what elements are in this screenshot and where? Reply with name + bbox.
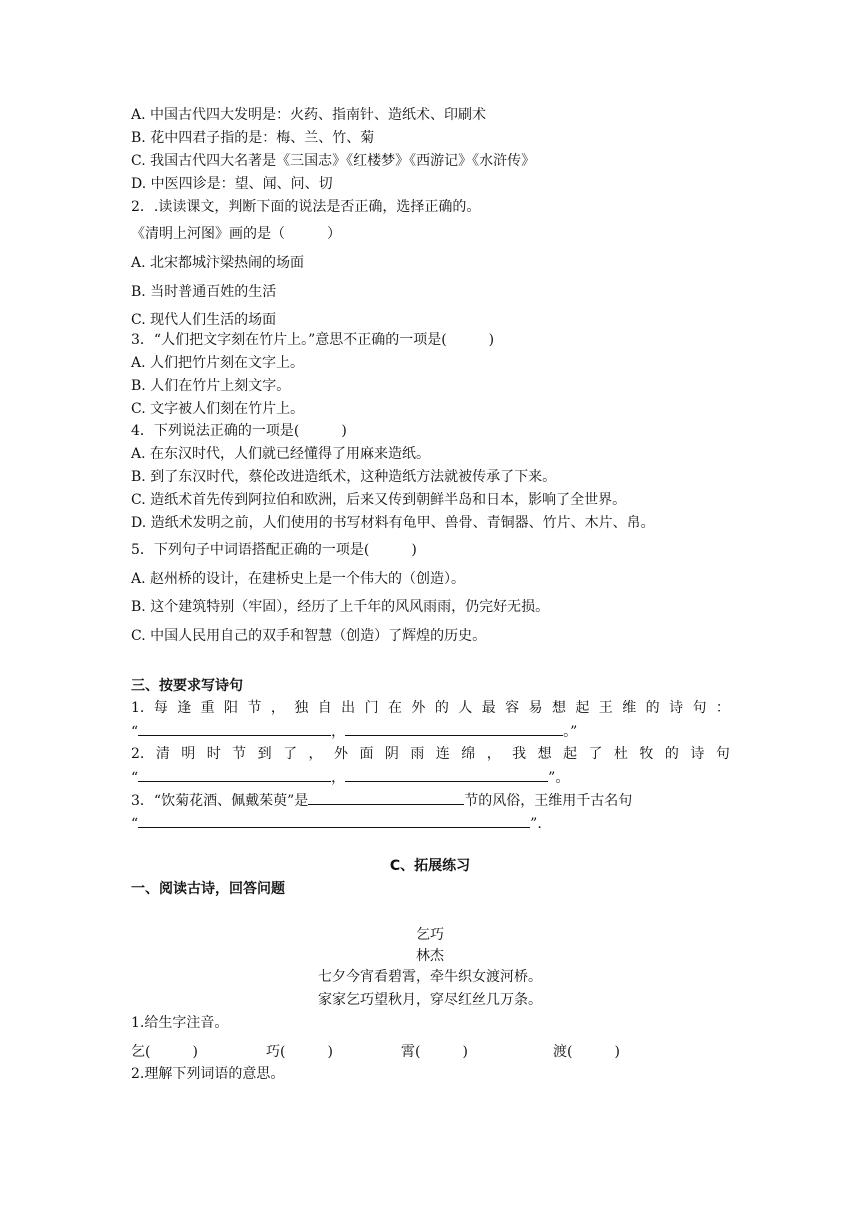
p1-char: 的 <box>434 700 449 716</box>
p1-char: 的 <box>645 700 660 716</box>
answer-blank[interactable] <box>138 721 331 736</box>
q3-option-c: C. 文字被人们刻在竹片上。 <box>131 401 305 417</box>
exercise1-prompt: 1.给生字注音。 <box>131 1015 229 1031</box>
q2-option-a: A. 北宋都城汴梁热闹的场面 <box>131 255 305 271</box>
q5-option-a: A. 赵州桥的设计，在建桥史上是一个伟大的（创造）。 <box>131 571 466 587</box>
pinyin-item: 乞( ) <box>131 1044 198 1060</box>
q4-question: 4．下列说法正确的一项是( ) <box>131 423 347 439</box>
q2-instruction: 2．.读读课文，判断下面的说法是否正确，选择正确的。 <box>131 199 481 215</box>
section3-p2-line2: “ ， ”。 <box>131 767 569 788</box>
q4-option-a: A. 在东汉时代，人们就已经懂得了用麻来造纸。 <box>131 446 431 462</box>
answer-blank[interactable] <box>345 767 548 782</box>
answer-blank[interactable] <box>138 813 530 828</box>
section3-p3-line2: “ ”. <box>131 813 542 834</box>
p1-char: 独 <box>294 700 309 716</box>
answer-blank[interactable] <box>345 721 563 736</box>
p1-char: 人 <box>458 700 473 716</box>
p1-char: 在 <box>388 700 402 716</box>
q2-option-b: B. 当时普通百姓的生活 <box>131 284 277 300</box>
q2-question: 《清明上河图》画的是（ ） <box>131 226 341 242</box>
pinyin-item: 霄( ) <box>401 1044 468 1060</box>
poem-author: 林杰 <box>416 948 444 964</box>
p1-char: 最 <box>481 700 496 716</box>
q5-option-b: B. 这个建筑特别（牢固），经历了上千年的风风雨雨，仍完好无损。 <box>131 599 550 615</box>
p1-char: ： <box>715 700 730 716</box>
q5-question: 5．下列句子中词语搭配正确的一项是( ) <box>131 542 417 558</box>
pinyin-item: 巧( ) <box>266 1044 333 1060</box>
p1-char: ， <box>270 700 285 716</box>
p1-char: 1. <box>131 700 145 716</box>
exercise2-prompt: 2.理解下列词语的意思。 <box>131 1066 285 1082</box>
q4-option-c: C. 造纸术首先传到阿拉伯和欧洲，后来又传到朝鲜半岛和日本，影响了全世界。 <box>131 492 627 508</box>
poem-title: 乞巧 <box>416 927 444 943</box>
section3-p2-line1: 2. 清 明 时 节 到 了 ， 外 面 阴 雨 连 绵 ， 我 想 起 了 杜 牧 的 诗 句 <box>131 746 730 762</box>
answer-blank[interactable] <box>308 790 464 805</box>
p1-char: 容 <box>505 700 520 716</box>
q1-option-a: A. 中国古代四大发明是：火药、指南针、造纸术、印刷术 <box>131 107 487 123</box>
q1-option-b: B. 花中四君子指的是：梅、兰、竹、菊 <box>131 130 375 146</box>
q1-option-c: C. 我国古代四大名著是《三国志》《红楼梦》《西游记》《水浒传》 <box>131 153 536 169</box>
q4-option-d: D. 造纸术发明之前，人们使用的书写材料有龟甲、兽骨、青铜器、竹片、木片、帛。 <box>131 515 655 531</box>
p1-char: 起 <box>575 700 590 716</box>
p1-char: 易 <box>528 700 543 716</box>
answer-blank[interactable] <box>138 767 331 782</box>
q4-option-b: B. 到了东汉时代，蔡伦改进造纸术，这种造纸方法就被传承了下来。 <box>131 469 557 485</box>
p1-char: 重 <box>200 700 215 716</box>
section3-title: 三、按要求写诗句 <box>131 678 243 694</box>
section1-title: 一、阅读古诗，回答问题 <box>131 881 285 897</box>
q3-option-a: A. 人们把竹片刻在文字上。 <box>131 355 305 371</box>
pinyin-item: 渡( ) <box>553 1044 620 1060</box>
section3-p1-line2: “ ， 。” <box>131 721 577 742</box>
p1-char: 逢 <box>177 700 192 716</box>
p1-char: 句 <box>692 700 707 716</box>
q2-option-c: C. 现代人们生活的场面 <box>131 312 277 328</box>
p1-char: 想 <box>551 700 566 716</box>
q3-question: 3．“人们把文字刻在竹片上。”意思不正确的一项是( ) <box>131 332 495 348</box>
p1-char: 外 <box>411 700 426 716</box>
q5-option-c: C. 中国人民用自己的双手和智慧（创造）了辉煌的历史。 <box>131 628 487 644</box>
p1-char: 节 <box>247 700 262 716</box>
q3-option-b: B. 人们在竹片上刻文字。 <box>131 378 291 394</box>
p1-char: 每 <box>153 700 168 716</box>
p1-char: 自 <box>317 700 332 716</box>
section3-p1-line1 <box>131 698 730 718</box>
poem-line-2: 家家乞巧望秋月，穿尽红丝几万条。 <box>318 992 542 1008</box>
section3-p3-line1: 3．“饮菊花酒、佩戴茱萸”是 节的风俗，王维用千古名句 <box>131 790 632 811</box>
p1-char: 出 <box>341 700 356 716</box>
q1-option-d: D. 中医四诊是：望、闻、问、切 <box>131 176 333 192</box>
p1-char: 诗 <box>669 700 684 716</box>
p1-char: 王 <box>598 700 613 716</box>
p1-char: 维 <box>622 700 637 716</box>
p1-char: 阳 <box>224 700 239 716</box>
poem-line-1: 七夕今宵看碧霄，牵牛织女渡河桥。 <box>318 969 542 985</box>
p1-char: 门 <box>364 700 379 716</box>
section-c-title: C、拓展练习 <box>389 858 471 874</box>
